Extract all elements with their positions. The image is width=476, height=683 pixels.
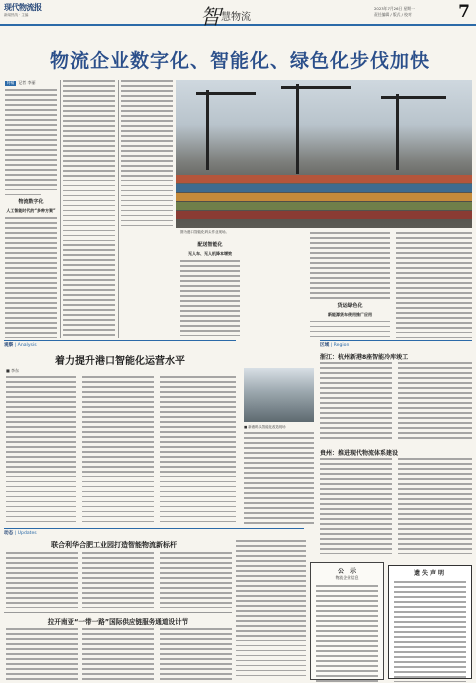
masthead <box>0 0 476 29</box>
body-text <box>320 458 392 554</box>
body-text <box>82 376 154 524</box>
body-text <box>121 80 173 230</box>
region-photo-caption: ■ 新港码头智能化改造现场 <box>244 425 286 429</box>
region2-column-1 <box>320 458 392 554</box>
editor-line: 责任编辑 / 版式 / 校对 <box>374 12 412 17</box>
body-text <box>6 376 76 524</box>
region-column-3 <box>244 432 314 524</box>
region2-column-2 <box>398 458 472 554</box>
body-text <box>310 321 390 338</box>
lead-column-1 <box>5 80 57 338</box>
lead-column-4 <box>180 238 240 336</box>
region2-title: 贵州：推进现代物流体系建设 <box>320 450 399 457</box>
lost-notice-title: 遗失声明 <box>413 570 446 577</box>
port-photo <box>176 80 472 228</box>
section-char: 智 <box>200 5 221 29</box>
body-text <box>5 217 57 338</box>
lead-subhead-3b: 新能源货车使用推广应用 <box>328 311 372 317</box>
lead-subhead-1b: 人工智能时代的“多种方案” <box>6 208 56 214</box>
body-text <box>82 628 154 680</box>
body-text <box>320 362 392 442</box>
lead-column-2 <box>63 80 115 338</box>
page-number: 7 <box>458 2 470 22</box>
main-headline: 物流企业数字化、智能化、绿色化步伐加快 <box>49 50 430 72</box>
analysis-column-1 <box>6 376 76 524</box>
region-title: 浙江：杭州新港8座智能冷库竣工 <box>320 354 409 361</box>
paper-sub: 新闻热线 · 主编 <box>4 13 29 17</box>
notice-text <box>311 581 383 683</box>
lead-subhead-1: 物流数字化 <box>18 199 44 206</box>
section-title <box>200 1 251 31</box>
body-text <box>398 362 472 442</box>
body-text <box>396 232 472 338</box>
updates-column-4 <box>236 540 306 680</box>
lost-notice-box <box>388 565 472 679</box>
paper-name: 现代物流报 <box>4 2 42 12</box>
updates-column-5 <box>6 628 78 680</box>
body-text <box>160 628 232 680</box>
lead-column-5 <box>310 232 390 338</box>
body-text <box>6 552 78 608</box>
analysis-bar: 观察 | Analysis <box>4 340 236 350</box>
updates-column-3 <box>160 552 232 608</box>
region-column-1 <box>320 362 392 442</box>
updates-bar: 动态 | Updates <box>4 528 304 538</box>
lead-column-3 <box>121 80 173 230</box>
updates-column-7 <box>160 628 232 680</box>
main-photo-caption: 图为港口智能化码头作业现场。 <box>180 230 229 234</box>
analysis-column-2 <box>82 376 154 524</box>
body-text <box>6 628 78 680</box>
updates-column-1 <box>6 552 78 608</box>
lost-notice-text <box>389 577 471 683</box>
lead-column-6 <box>396 232 472 338</box>
body-text <box>160 552 232 608</box>
region-photo <box>244 368 314 422</box>
column-rule <box>60 80 61 338</box>
analysis-title: 着力提升港口智能化运营水平 <box>55 356 185 367</box>
body-text <box>310 232 390 299</box>
lead-subhead-3: 货运绿色化 <box>337 302 363 309</box>
updates-title-2: 拉开南亚“一带一路”国际供应链服务通道设计节 <box>47 618 189 626</box>
body-text <box>398 458 472 554</box>
body-text <box>160 376 236 524</box>
body-text <box>244 432 314 524</box>
issue-date: 2023年7月26日 星期一 <box>374 6 415 11</box>
byline-tag: 特稿 <box>7 81 15 85</box>
section-rest: 慧物流 <box>221 12 251 23</box>
lead-byline: 特稿 记者 李丽 <box>7 80 36 85</box>
notice-subtitle: 物流企业信息 <box>335 575 359 580</box>
region-column-2 <box>398 362 472 442</box>
lead-subhead-2: 配送智能化 <box>197 242 223 248</box>
notice-title: 公 示 <box>337 568 356 575</box>
body-text <box>63 80 115 338</box>
body-text <box>180 260 240 336</box>
issue-info <box>374 6 454 18</box>
lead-subhead-2b: 无人车、无人机降本增效 <box>188 251 232 256</box>
body-text <box>236 540 306 680</box>
analysis-byline: ■ 李东 <box>6 368 20 373</box>
updates-title-1: 联合利华合肥工业园打造智能物流新标杆 <box>51 541 177 549</box>
section-rule <box>4 612 232 613</box>
updates-column-6 <box>82 628 154 680</box>
column-rule <box>118 80 119 338</box>
analysis-column-3 <box>160 376 236 524</box>
updates-column-2 <box>82 552 154 608</box>
body-text <box>82 552 154 608</box>
region-bar: 区域 | Region <box>320 340 472 350</box>
notice-box <box>310 562 384 680</box>
paper-logo <box>4 2 64 18</box>
body-text <box>5 89 57 195</box>
